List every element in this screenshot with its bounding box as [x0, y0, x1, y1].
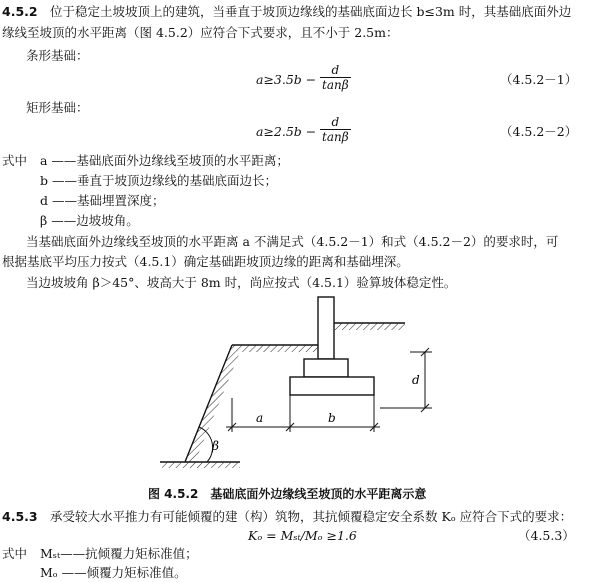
a-label: a: [256, 411, 264, 425]
d-label: d: [412, 373, 420, 387]
section-number-4-5-2: 4.5.2: [2, 4, 38, 19]
definition-a: a ——基础底面外边缘线至坡顶的水平距离；: [40, 153, 289, 168]
b-label: b: [328, 411, 336, 425]
equation-1-left: a≥3.5b −: [256, 72, 317, 87]
figure-caption: 图 4.5.2 基础底面外边缘线至坡顶的水平距离示意: [148, 487, 427, 501]
equation-2-left: a≥2.5b −: [256, 124, 317, 139]
paragraph-1-line-2: 根据基底平均压力按式（4.5.1）确定基础距坡顶边缘的距离和基础埋深。: [2, 254, 409, 269]
rect-foundation-label: 矩形基础：: [26, 100, 89, 115]
equation-1-denominator: tanβ: [322, 78, 349, 92]
where-label-2: 式中: [2, 546, 28, 561]
definition-mst: Mₛₜ——抗倾覆力矩标准值；: [40, 546, 198, 561]
footing-step-upper: [304, 359, 348, 377]
section-4-5-2-line-1: 位于稳定土坡坡顶上的建筑，当垂直于坡顶边缘线的基础底面边长 b≤3m 时，其基础底面外边: [50, 4, 572, 19]
equation-1-numerator: d: [320, 63, 351, 78]
equation-2-numerator: d: [320, 115, 351, 130]
equation-1-number: （4.5.2－1）: [500, 72, 578, 87]
equation-3-number: （4.5.3）: [518, 528, 575, 543]
paragraph-1-line-1: 当基础底面外边缘线至坡顶的水平距离 a 不满足式（4.5.2－1）和式（4.5.2－2）的要求时，可: [26, 234, 559, 249]
definition-beta: β ——边坡坡角。: [40, 213, 139, 228]
footing-step-lower: [290, 377, 374, 395]
equation-2-denominator: tanβ: [322, 130, 349, 144]
beta-label: β: [212, 439, 219, 453]
where-label-1: 式中: [2, 153, 28, 168]
equation-3: Kₒ = Mₛₜ/Mₒ ≥1.6: [248, 528, 357, 543]
column: [318, 297, 334, 359]
section-4-5-3-line-1: 承受较大水平推力有可能倾覆的建（构）筑物，其抗倾覆稳定安全系数 Kₒ 应符合下式的要求：: [50, 509, 573, 524]
ground-hatch-right: [334, 323, 405, 330]
ground-hatch-left: [232, 345, 318, 352]
definition-b: b ——垂直于坡顶边缘线的基础底面边长；: [40, 173, 277, 188]
definition-d: d ——基础埋置深度；: [40, 193, 165, 208]
definition-mo: Mₒ ——倾覆力矩标准值。: [40, 565, 187, 580]
section-number-4-5-3: 4.5.3: [2, 509, 38, 524]
equation-2-number: （4.5.2－2）: [500, 124, 578, 139]
toe-hatch: [162, 462, 240, 468]
strip-foundation-label: 条形基础：: [26, 48, 89, 63]
paragraph-2: 当边坡坡角 β＞45°、坡高大于 8m 时，尚应按式（4.5.1）验算坡体稳定性。: [26, 275, 457, 290]
section-4-5-2-line-2: 缘线至坡顶的水平距离（图 4.5.2）应符合下式要求，且不小于 2.5m：: [2, 25, 399, 40]
